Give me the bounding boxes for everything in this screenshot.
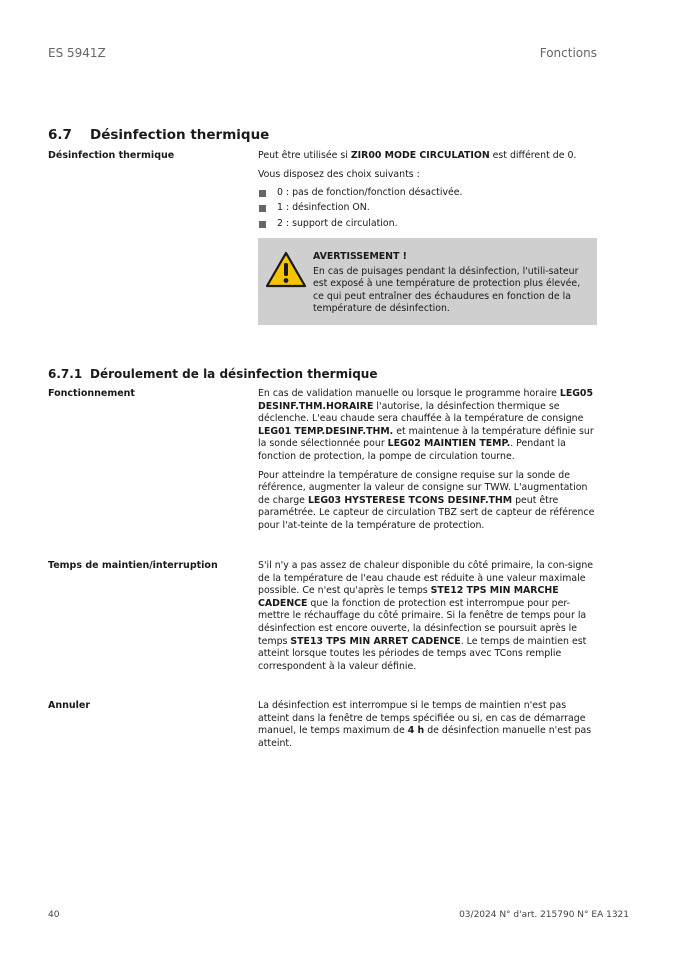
section-body [258, 150, 598, 233]
subsection-heading [48, 367, 378, 381]
row-label-desinfection: Désinfection thermique [48, 150, 175, 161]
list-item: 0 : pas de fonction/fonction désactivée. [258, 187, 598, 200]
bullet-square-icon [259, 221, 266, 228]
list-item: 2 : support de circulation. [258, 218, 598, 231]
list-item: 1 : désinfection ON. [258, 202, 598, 215]
warning-box [258, 238, 597, 325]
choices-list [258, 187, 598, 230]
row-label-annuler: Annuler [48, 700, 91, 711]
footer-reference: 03/2024 N° d'art. 215790 N° EA 1321 [459, 910, 629, 920]
header-doc-code: ES 5941Z [48, 46, 106, 60]
section-heading [48, 127, 269, 143]
annuler-paragraph: La désinfection est interrompue si le temps de maintien n'est pas atteint dans la fenêtre de temps spécifiée ou si, en cas de démarrage manuel, le temps maximum de 4 h de désinfection manuelle n'est pas atteint. [258, 700, 592, 749]
page-number: 40 [48, 910, 60, 920]
warning-text-block [313, 251, 588, 316]
header-chapter: Fonctions [539, 46, 597, 60]
fonctionnement-paragraph-1: En cas de validation manuelle ou lorsque le programme horaire LEG05 DESINF.THM.HORAIRE l'autorise, la désinfection thermique se déclenche. L'eau chaude sera chauffée à la température de consigne LEG01 TEMP.DESINF.THM. et maintenue à la température définie sur la sonde sélectionnée pour LEG02 MAINTIEN TEMP.. Pendant la fonction de protection, la pompe de circulation tourne. [258, 388, 594, 462]
fonctionnement-body [258, 388, 598, 539]
section-number: 6.7 [48, 127, 72, 143]
fonctionnement-paragraph-2: Pour atteindre la température de consigne requise sur la sonde de référence, augmenter la valeur de consigne sur TWW. L'augmentation de charge LEG03 HYSTERESE TCONS DESINF.THM peut être paramétrée. Le capteur de circulation TBZ sert de capteur de référence pour l'at-teinte de la température de protection. [258, 469, 595, 531]
bullet-square-icon [259, 205, 266, 212]
subsection-title: Déroulement de la désinfection thermique [90, 367, 378, 381]
bullet-square-icon [259, 190, 266, 197]
warning-triangle-icon [265, 251, 307, 289]
annuler-body [258, 700, 598, 756]
warning-text: En cas de puisages pendant la désinfection, l'utili-sateur est exposé à une température de protection plus élevée, ce qui peut entraîner des échaudures en fonction de la température de désinfection. [313, 265, 581, 315]
warning-title: AVERTISSEMENT ! [313, 251, 407, 262]
maintien-paragraph: S'il n'y a pas assez de chaleur disponible du côté primaire, la con-signe de la température de l'eau chaude est réduite à une valeur maximale possible. Ce n'est qu'après le temps STE12 TPS MIN MARCHE CADENCE que la fonction de protection est interrompue pour per-mettre le réchauffage du côté primaire. Si la fenêtre de temps pour la désinfection est encore ouverte, la désinfection se poursuit après le temps STE13 TPS MIN ARRET CADENCE. Le temps de maintien est atteint lorsque toutes les périodes de temps avec TCons remplie correspondent à la valeur définie. [258, 560, 594, 672]
section-title: Désinfection thermique [90, 127, 270, 143]
intro-paragraph: Peut être utilisée si ZIR00 MODE CIRCULATION est différent de 0. [258, 150, 577, 161]
row-label-fonctionnement: Fonctionnement [48, 388, 135, 399]
maintien-body [258, 560, 598, 679]
choices-intro: Vous disposez des choix suivants : [258, 168, 420, 180]
subsection-number: 6.7.1 [48, 367, 83, 381]
row-label-maintien: Temps de maintien/interruption [48, 560, 218, 571]
